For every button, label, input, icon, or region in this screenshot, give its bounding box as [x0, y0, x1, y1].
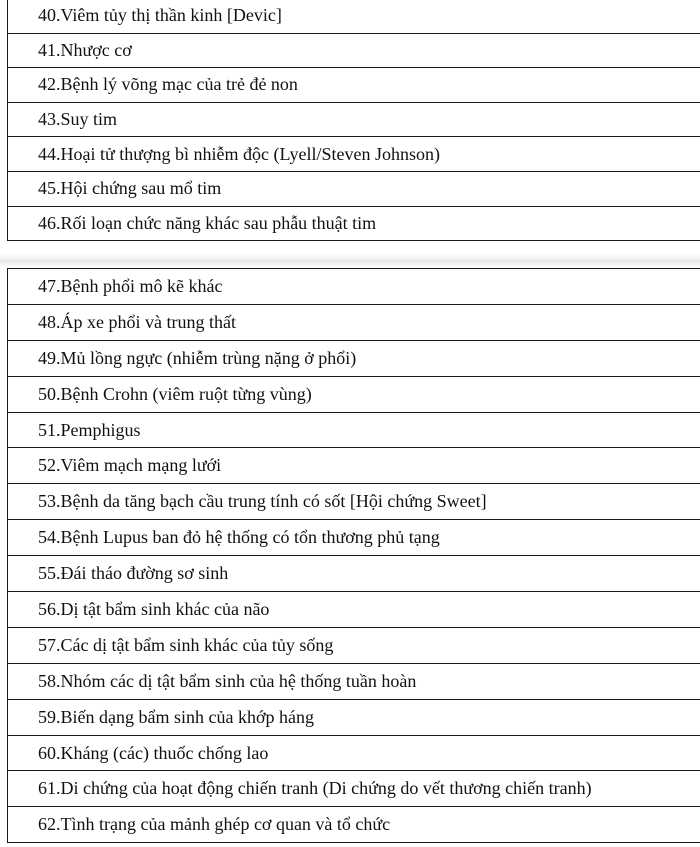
table-row: 44.Hoại tử thượng bì nhiễm độc (Lyell/Steven Johnson): [8, 137, 700, 172]
table-row: 53.Bệnh da tăng bạch cầu trung tính có sốt [Hội chứng Sweet]: [8, 484, 700, 520]
table-row: 60.Kháng (các) thuốc chống lao: [8, 736, 700, 772]
table-row: 42.Bệnh lý võng mạc của trẻ đẻ non: [8, 68, 700, 103]
disease-table-top: [7, 0, 700, 241]
page-break: [0, 253, 700, 267]
table-row: 40.Viêm tủy thị thần kinh [Devic]: [8, 0, 700, 34]
table-row: 49.Mủ lồng ngực (nhiễm trùng nặng ở phổi): [8, 341, 700, 377]
table-row: 48.Áp xe phổi và trung thất: [8, 305, 700, 341]
table-row: 51.Pemphigus: [8, 413, 700, 449]
table-row: 47.Bệnh phổi mô kẽ khác: [8, 269, 700, 305]
disease-table-bottom: [7, 268, 700, 843]
table-row: 62.Tình trạng của mảnh ghép cơ quan và tổ chức: [8, 807, 700, 843]
table-row: 46.Rối loạn chức năng khác sau phẫu thuật tim: [8, 207, 700, 242]
table-row: 41.Nhược cơ: [8, 34, 700, 69]
table-row: 50.Bệnh Crohn (viêm ruột từng vùng): [8, 377, 700, 413]
table-row: 55.Đái tháo đường sơ sinh: [8, 556, 700, 592]
table-row: 45.Hội chứng sau mổ tim: [8, 172, 700, 207]
table-row: 52.Viêm mạch mạng lưới: [8, 448, 700, 484]
table-row: 54.Bệnh Lupus ban đỏ hệ thống có tổn thương phủ tạng: [8, 520, 700, 556]
table-row: 59.Biến dạng bẩm sinh của khớp háng: [8, 700, 700, 736]
table-row: 58.Nhóm các dị tật bẩm sinh của hệ thống tuần hoàn: [8, 664, 700, 700]
table-row: 43.Suy tim: [8, 103, 700, 138]
table-row: 61.Di chứng của hoạt động chiến tranh (Di chứng do vết thương chiến tranh): [8, 771, 700, 807]
table-row: 57.Các dị tật bẩm sinh khác của tủy sống: [8, 628, 700, 664]
table-row: 56.Dị tật bẩm sinh khác của não: [8, 592, 700, 628]
